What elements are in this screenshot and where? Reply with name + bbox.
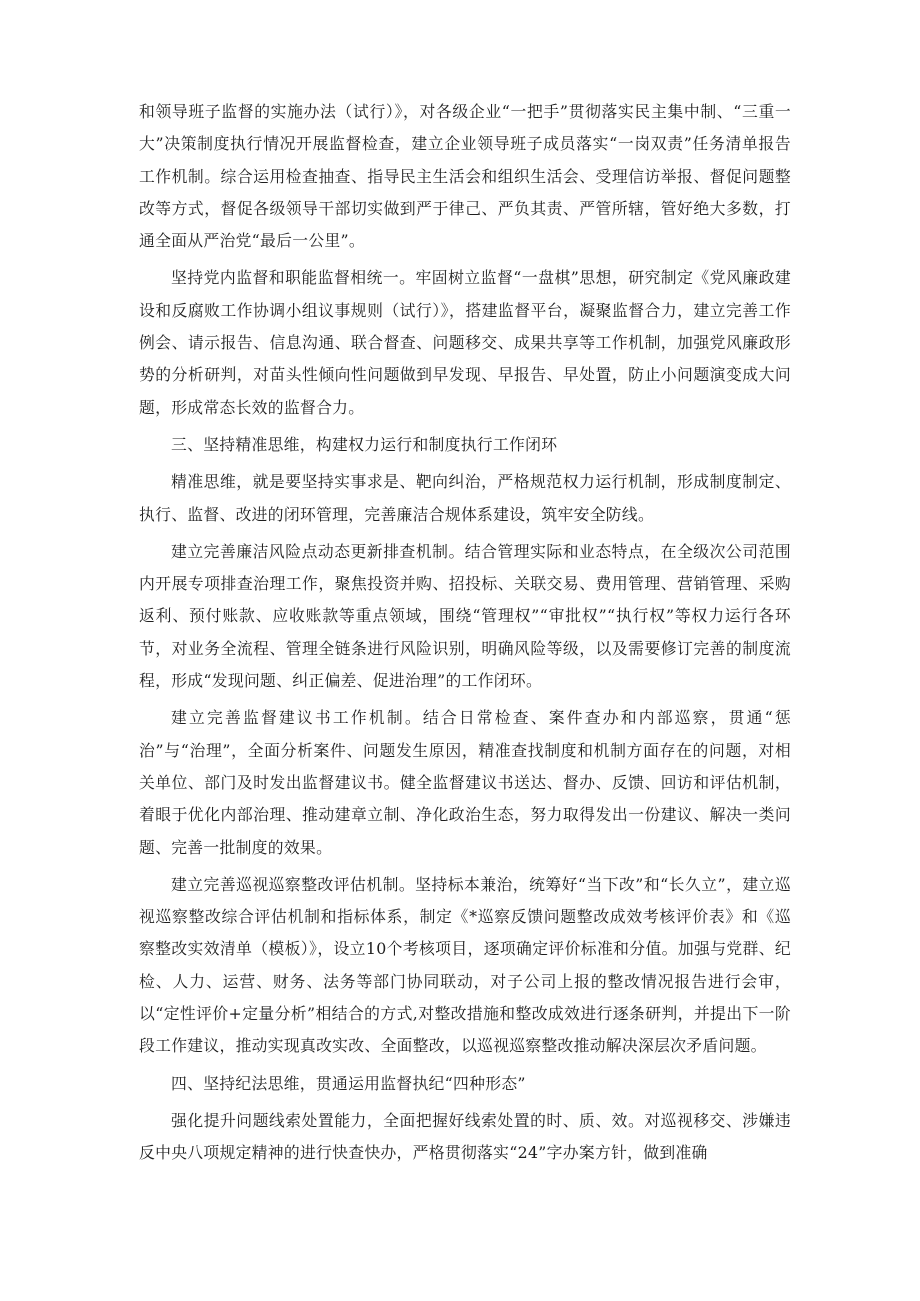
document-body: [139, 96, 791, 1175]
section-heading: 三、坚持精准思维，构建权力运行和制度执行工作闭环: [171, 434, 558, 454]
paragraph: 精准思维，就是要坚持实事求是、靶向纠治，严格规范权力运行机制，形成制度制定、执行、监督、改进的闭环管理，完善廉洁合规体系建设，筑牢安全防线。: [139, 472, 791, 524]
section-heading: 四、坚持纪法思维，贯通运用监督执纪“四种形态”: [171, 1073, 526, 1093]
paragraph: 坚持党内监督和职能监督相统一。牢固树立监督“一盘棋”思想，研究制定《党风廉政建设和反腐败工作协调小组议事规则（试行）》，搭建监督平台，凝聚监督合力，建立完善工作例会、请示报告、信息沟通、联合督查、问题移交、成果共享等工作机制，加强党风廉政形势的分析研判，对苗头性倾向性问题做到早发现、早报告、早处置，防止小问题演变成大问题，形成常态长效的监督合力。: [139, 268, 791, 417]
paragraph: 建立完善廉洁风险点动态更新排查机制。结合管理实际和业态特点，在全级次公司范围内开展专项排查治理工作，聚焦投资并购、招投标、关联交易、费用管理、营销管理、采购返利、预付账款、应收账款等重点领域，围绕“管理权”“审批权”“执行权”等权力运行各环节，对业务全流程、管理全链条进行风险识别，明确风险等级，以及需要修订完善的制度流程，形成“发现问题、纠正偏差、促进治理”的工作闭环。: [139, 541, 791, 691]
paragraph: 和领导班子监督的实施办法（试行）》，对各级企业“一把手”贯彻落实民主集中制、“三重一大”决策制度执行情况开展监督检查，建立企业领导班子成员落实“一岗双责”任务清单报告工作机制。综合运用检查抽查、指导民主生活会和组织生活会、受理信访举报、督促问题整改等方式，督促各级领导干部切实做到严于律己、严负其责、严管所辖，管好绝大多数，打通全面从严治党“最后一公里”。: [139, 102, 791, 251]
paragraph: 建立完善巡视巡察整改评估机制。坚持标本兼治，统筹好“当下改”和“长久立”，建立巡视巡察整改综合评估机制和指标体系，制定《*巡察反馈问题整改成效考核评价表》和《巡察整改实效清单（模板）》，设立10个考核项目，逐项确定评价标准和分值。加强与党群、纪检、人力、运营、财务、法务等部门协同联动，对子公司上报的整改情况报告进行会审，以“定性评价+定量分析”相结合的方式,对整改措施和整改成效进行逐条研判，并提出下一阶段工作建议，推动实现真改实改、全面整改，以巡视巡察整改推动解决深层次矛盾问题。: [139, 874, 791, 1056]
paragraph: 建立完善监督建议书工作机制。结合日常检查、案件查办和内部巡察，贯通“惩治”与“治理”，全面分析案件、问题发生原因，精准查找制度和机制方面存在的问题，对相关单位、部门及时发出监督建议书。健全监督建议书送达、督办、反馈、回访和评估机制，着眼于优化内部治理、推动建章立制、净化政治生态，努力取得发出一份建议、解决一类问题、完善一批制度的效果。: [139, 708, 791, 857]
paragraph: 强化提升问题线索处置能力，全面把握好线索处置的时、质、效。对巡视移交、涉嫌违反中央八项规定精神的进行快查快办，严格贯彻落实“24”字办案方针，做到准确: [139, 1110, 791, 1163]
